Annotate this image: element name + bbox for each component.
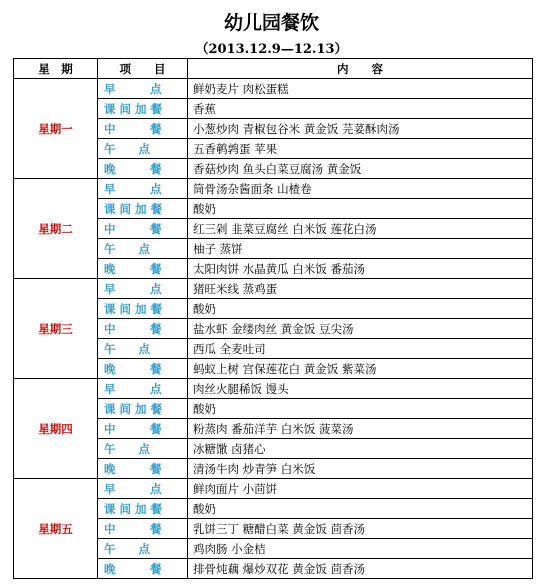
table-row xyxy=(14,179,533,199)
table-row xyxy=(14,79,533,99)
meal-label: 课 间 加 餐 xyxy=(98,199,188,219)
menu-table-body xyxy=(14,79,533,579)
meal-content: 筒骨汤杂酱面条 山楂卷 xyxy=(188,179,533,199)
date-range: （2013.12.9—12.13） xyxy=(195,42,348,57)
meal-content: 冰糖馓 卤猪心 xyxy=(188,439,533,459)
meal-label: 早 点 xyxy=(98,79,188,99)
meal-label: 午 点 xyxy=(98,539,188,559)
meal-content: 鲜肉面片 小茴饼 xyxy=(188,479,533,499)
meal-content: 小葱炒肉 青椒包谷米 黄金饭 芫荽酥肉汤 xyxy=(188,119,533,139)
page-title: 幼儿园餐饮 xyxy=(223,12,319,34)
meal-label: 中 餐 xyxy=(98,519,188,539)
meal-label: 中 餐 xyxy=(98,219,188,239)
meal-content: 柚子 蒸饼 xyxy=(188,239,533,259)
meal-label: 课 间 加 餐 xyxy=(98,399,188,419)
meal-label: 早 点 xyxy=(98,379,188,399)
meal-content: 五香鹌鹑蛋 苹果 xyxy=(188,139,533,159)
meal-label: 晚 餐 xyxy=(98,359,188,379)
table-row xyxy=(14,479,533,499)
meal-content: 酸奶 xyxy=(188,299,533,319)
table-row xyxy=(14,379,533,399)
header-item: 项 目 xyxy=(98,59,188,79)
meal-content: 盐水虾 金缕肉丝 黄金饭 豆尖汤 xyxy=(188,319,533,339)
meal-label: 晚 餐 xyxy=(98,159,188,179)
meal-content: 鲜奶麦片 肉松蛋糕 xyxy=(188,79,533,99)
meal-content: 清汤牛肉 炒青笋 白米饭 xyxy=(188,459,533,479)
meal-content: 肉丝火腿稀饭 馒头 xyxy=(188,379,533,399)
meal-label: 中 餐 xyxy=(98,319,188,339)
meal-content: 鸡肉肠 小金桔 xyxy=(188,539,533,559)
meal-label: 早 点 xyxy=(98,479,188,499)
day-label: 星期四 xyxy=(14,379,98,479)
meal-content: 排骨炖藕 爆炒双花 黄金饭 茴香汤 xyxy=(188,559,533,579)
meal-label: 午 点 xyxy=(98,139,188,159)
meal-label: 课 间 加 餐 xyxy=(98,299,188,319)
meal-content: 西瓜 全麦吐司 xyxy=(188,339,533,359)
meal-content: 酸奶 xyxy=(188,399,533,419)
meal-label: 早 点 xyxy=(98,179,188,199)
meal-label: 课 间 加 餐 xyxy=(98,499,188,519)
meal-label: 午 点 xyxy=(98,339,188,359)
day-label: 星期二 xyxy=(14,179,98,279)
meal-content: 红三剁 韭菜豆腐丝 白米饭 莲花白汤 xyxy=(188,219,533,239)
meal-content: 香蕉 xyxy=(188,99,533,119)
menu-table xyxy=(13,58,533,579)
meal-label: 中 餐 xyxy=(98,119,188,139)
meal-label: 早 点 xyxy=(98,279,188,299)
meal-content: 蚂蚁上树 宫保莲花白 黄金饭 紫菜汤 xyxy=(188,359,533,379)
meal-content: 太阳肉饼 水晶黄瓜 白米饭 番茄汤 xyxy=(188,259,533,279)
day-label: 星期一 xyxy=(14,79,98,179)
meal-label: 午 点 xyxy=(98,239,188,259)
meal-content: 酸奶 xyxy=(188,499,533,519)
meal-content: 猪旺米线 蒸鸡蛋 xyxy=(188,279,533,299)
table-row xyxy=(14,279,533,299)
header-content: 内 容 xyxy=(188,59,533,79)
meal-content: 粉蒸肉 番茄洋芋 白米饭 菠菜汤 xyxy=(188,419,533,439)
table-header-row xyxy=(14,59,533,79)
meal-label: 中 餐 xyxy=(98,419,188,439)
meal-content: 乳饼三丁 糖醋白菜 黄金饭 茴香汤 xyxy=(188,519,533,539)
meal-label: 晚 餐 xyxy=(98,559,188,579)
meal-content: 香菇炒肉 鱼头白菜豆腐汤 黄金饭 xyxy=(188,159,533,179)
day-label: 星期三 xyxy=(14,279,98,379)
meal-label: 课 间 加 餐 xyxy=(98,99,188,119)
meal-label: 午 点 xyxy=(98,439,188,459)
day-label: 星期五 xyxy=(14,479,98,579)
meal-label: 晚 餐 xyxy=(98,259,188,279)
meal-content: 酸奶 xyxy=(188,199,533,219)
header-day: 星 期 xyxy=(14,59,98,79)
meal-label: 晚 餐 xyxy=(98,459,188,479)
